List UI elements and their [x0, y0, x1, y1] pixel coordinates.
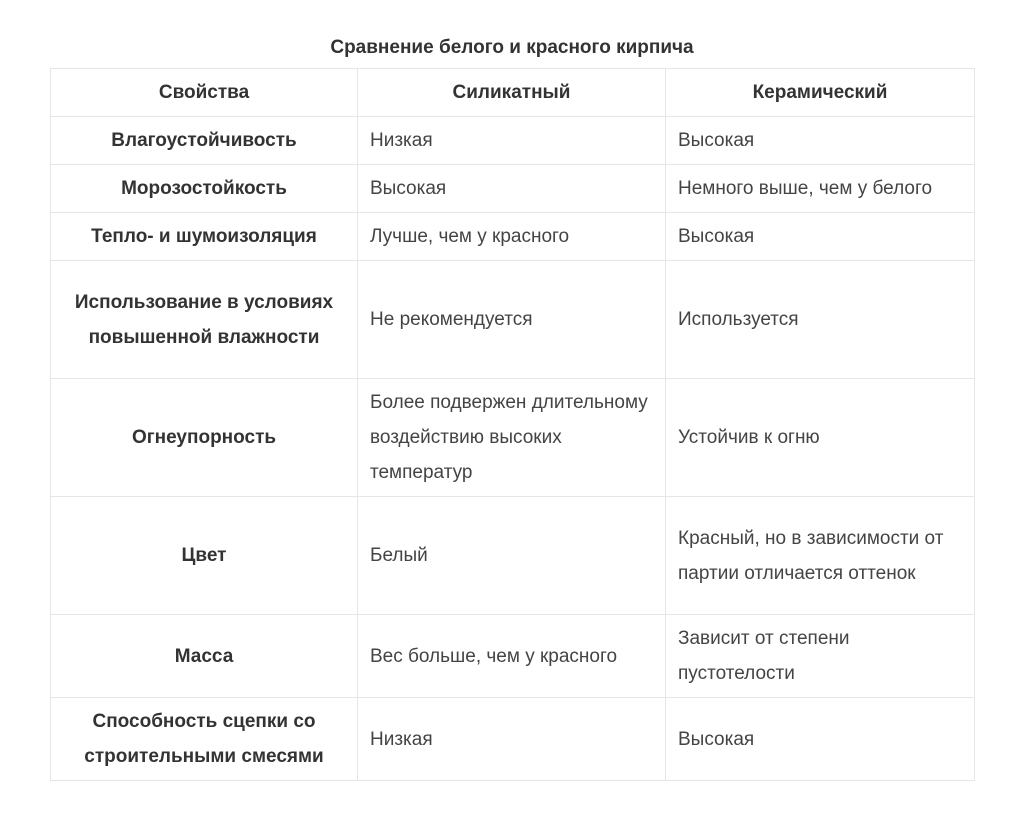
table-row	[51, 698, 975, 781]
silicate-cell: Низкая	[358, 698, 666, 781]
property-cell: Влагоустойчивость	[51, 117, 358, 165]
table-row	[51, 615, 975, 698]
table-header-row	[51, 69, 975, 117]
property-cell: Морозостойкость	[51, 165, 358, 213]
header-property: Свойства	[51, 69, 358, 117]
comparison-table	[50, 68, 975, 781]
property-cell: Огнеупорность	[51, 379, 358, 497]
silicate-cell: Не рекомендуется	[358, 261, 666, 379]
silicate-cell: Белый	[358, 497, 666, 615]
property-cell: Цвет	[51, 497, 358, 615]
table-row	[51, 213, 975, 261]
table-caption: Сравнение белого и красного кирпича	[330, 37, 694, 58]
property-cell: Способность сцепки со строительными смесями	[51, 698, 358, 781]
silicate-cell: Лучше, чем у красного	[358, 213, 666, 261]
property-cell: Тепло- и шумоизоляция	[51, 213, 358, 261]
property-cell: Использование в условиях повышенной влажности	[51, 261, 358, 379]
ceramic-cell: Немного выше, чем у белого	[666, 165, 975, 213]
table-row	[51, 261, 975, 379]
table-row	[51, 117, 975, 165]
ceramic-cell: Устойчив к огню	[666, 379, 975, 497]
table-row	[51, 379, 975, 497]
ceramic-cell: Зависит от степени пустотелости	[666, 615, 975, 698]
property-cell: Масса	[51, 615, 358, 698]
table-row	[51, 165, 975, 213]
silicate-cell: Вес больше, чем у красного	[358, 615, 666, 698]
ceramic-cell: Красный, но в зависимости от партии отличается оттенок	[666, 497, 975, 615]
ceramic-cell: Высокая	[666, 698, 975, 781]
header-ceramic: Керамический	[666, 69, 975, 117]
header-silicate: Силикатный	[358, 69, 666, 117]
ceramic-cell: Используется	[666, 261, 975, 379]
table-row	[51, 497, 975, 615]
ceramic-cell: Высокая	[666, 117, 975, 165]
silicate-cell: Низкая	[358, 117, 666, 165]
silicate-cell: Высокая	[358, 165, 666, 213]
ceramic-cell: Высокая	[666, 213, 975, 261]
silicate-cell: Более подвержен длительному воздействию высоких температур	[358, 379, 666, 497]
